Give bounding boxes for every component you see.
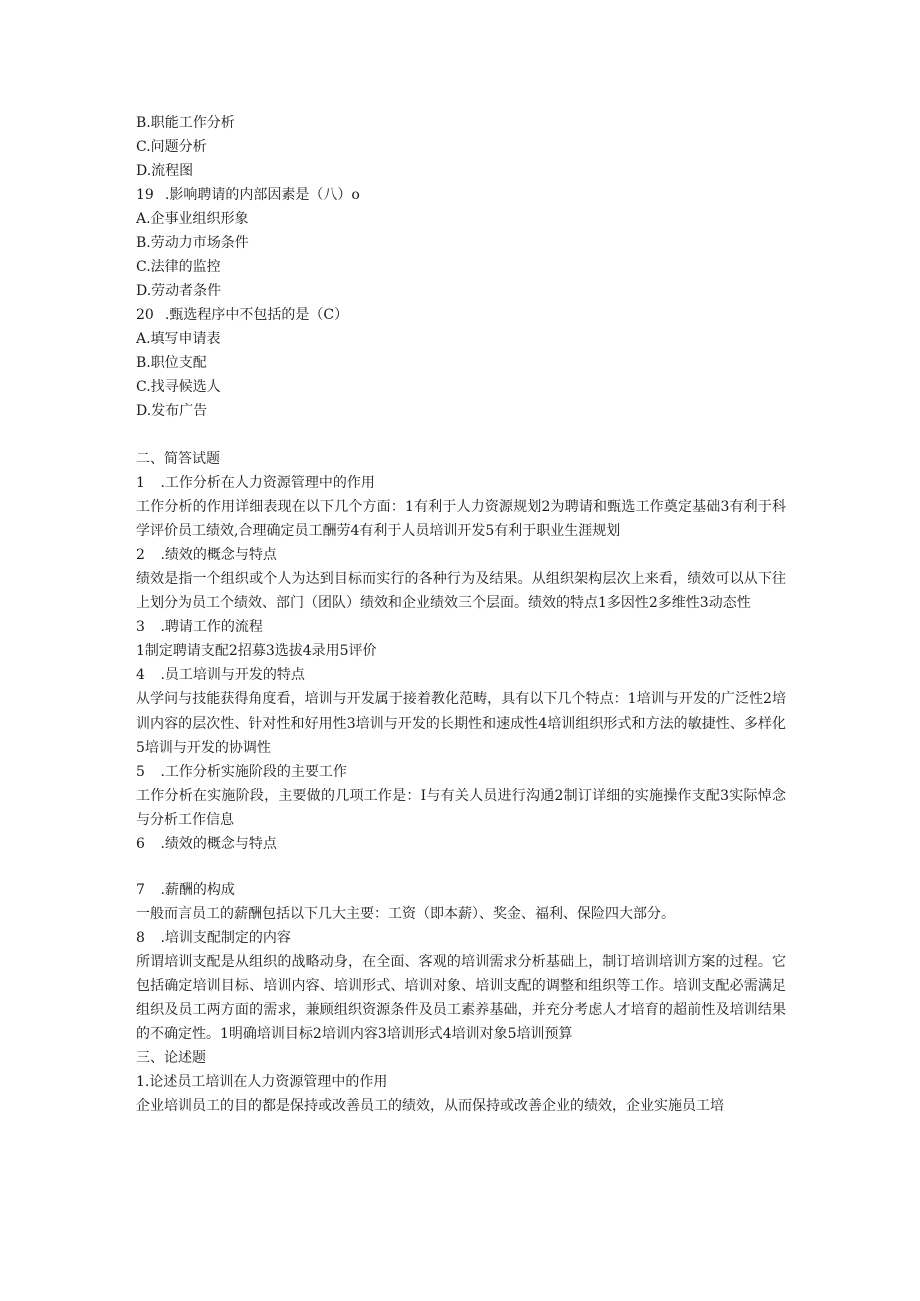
- section3-heading: 三、论述题: [136, 1050, 206, 1067]
- sa5-title-text: .工作分析实施阶段的主要工作: [160, 763, 347, 780]
- sa3-title-text: .聘请工作的流程: [160, 619, 263, 636]
- sa7-title: [136, 878, 786, 902]
- q19-stem: [136, 183, 786, 207]
- blank-line: [136, 423, 786, 447]
- q20-option-b: B.职位支配: [136, 355, 207, 371]
- sa8-title: [136, 926, 786, 950]
- document-page: [136, 111, 786, 1118]
- q20-option-d: D.发布广告: [136, 403, 208, 419]
- sa2-title: [136, 543, 786, 567]
- sa4-title-text: .员工培训与开发的特点: [160, 667, 305, 684]
- sa5-answer: 工作分析在实施阶段，主要做的几项工作是：I与有关人员进行沟通2制订详细的实施操作支配3实际悼念与分析工作信息: [136, 787, 786, 828]
- q18-option-b: B.职能工作分析: [136, 115, 235, 131]
- sa7-answer: 一般而言员工的薪酬包括以下几大主要：工资（即本薪）、奖金、福利、保险四大部分。: [136, 905, 675, 922]
- sa5-number: 5: [136, 763, 145, 780]
- sa2-number: 2: [136, 547, 145, 564]
- sa8-answer: 所谓培训支配是从组织的战略动身，在全面、客观的培训需求分析基础上，制订培训培训方案的过程。它包括确定培训目标、培训内容、培训形式、培训对象、培训支配的调整和组织等工作。培训支配必需满足组织及员工两方面的需求，兼顾组织资源条件及员工素养基础，并充分考虑人才培育的超前性及培训结果的不确定性。1明确培训目标2培训内容3培训形式4培训对象5培训预算: [136, 954, 786, 1043]
- q19-option-d: D.劳动者条件: [136, 283, 222, 299]
- q20-option-a: A.填写申请表: [136, 331, 221, 347]
- sa5-title: [136, 760, 786, 784]
- q19-option-c: C.法律的监控: [136, 259, 221, 275]
- sa6-number: 6: [136, 835, 145, 852]
- sa6-title-text: .绩效的概念与特点: [160, 835, 277, 852]
- q18-option-c: C.问题分析: [136, 139, 207, 155]
- q19-number: 19: [136, 187, 154, 203]
- sa3-title: [136, 615, 786, 639]
- sa7-title-text: .薪酬的构成: [160, 881, 235, 898]
- sa1-answer: 工作分析的作用详细表现在以下几个方面：1有利于人力资源规划2为聘请和甄选工作奠定基础3有利于科学评价员工绩效,合理确定员工酬劳4有利于人员培训开发5有利于职业生涯规划: [136, 499, 786, 540]
- section2-heading: 二、简答试题: [136, 451, 220, 467]
- essay1-answer: 企业培训员工的目的都是保持或改善员工的绩效，从而保持或改善企业的绩效，企业实施员工培: [136, 1098, 724, 1115]
- q18-option-d: D.流程图: [136, 163, 194, 179]
- sa6-title: [136, 832, 786, 856]
- sa1-title-text: .工作分析在人力资源管理中的作用: [160, 475, 375, 491]
- sa2-title-text: .绩效的概念与特点: [160, 547, 277, 564]
- sa8-number: 8: [136, 930, 145, 947]
- sa7-number: 7: [136, 881, 145, 898]
- sa4-answer: 从学问与技能获得角度看，培训与开发属于接着教化范畴，具有以下几个特点：1培训与开发的广泛性2培训内容的层次性、针对性和好用性3培训与开发的长期性和速成性4培训组织形式和方法的敏捷性、多样化5培训与开发的协调性: [136, 691, 786, 756]
- q20-stem: [136, 303, 786, 327]
- sa1-number: 1: [136, 475, 145, 491]
- q19-text: .影响聘请的内部因素是（八）o: [164, 187, 360, 203]
- essay1-title: 1.论述员工培训在人力资源管理中的作用: [136, 1074, 388, 1091]
- q20-number: 20: [136, 307, 154, 323]
- sa3-number: 3: [136, 619, 145, 636]
- sa8-title-text: .培训支配制定的内容: [160, 930, 291, 947]
- q19-option-a: A.企事业组织形象: [136, 211, 249, 227]
- sa1-title: [136, 471, 786, 495]
- sa3-answer: 1制定聘请支配2招募3选拔4录用5评价: [136, 643, 377, 660]
- sa2-answer: 绩效是指一个组织或个人为达到目标而实行的各种行为及结果。从组织架构层次上来看，绩效可以从下往上划分为员工个绩效、部门（团队）绩效和企业绩效三个层面。绩效的特点1多因性2多维性3动态性: [136, 571, 786, 612]
- blank-line: [136, 856, 786, 878]
- q20-text: .甄选程序中不包括的是（C）: [164, 307, 349, 323]
- sa4-number: 4: [136, 667, 145, 684]
- q20-option-c: C.找寻候选人: [136, 379, 221, 395]
- q19-option-b: B.劳动力市场条件: [136, 235, 249, 251]
- sa4-title: [136, 663, 786, 687]
